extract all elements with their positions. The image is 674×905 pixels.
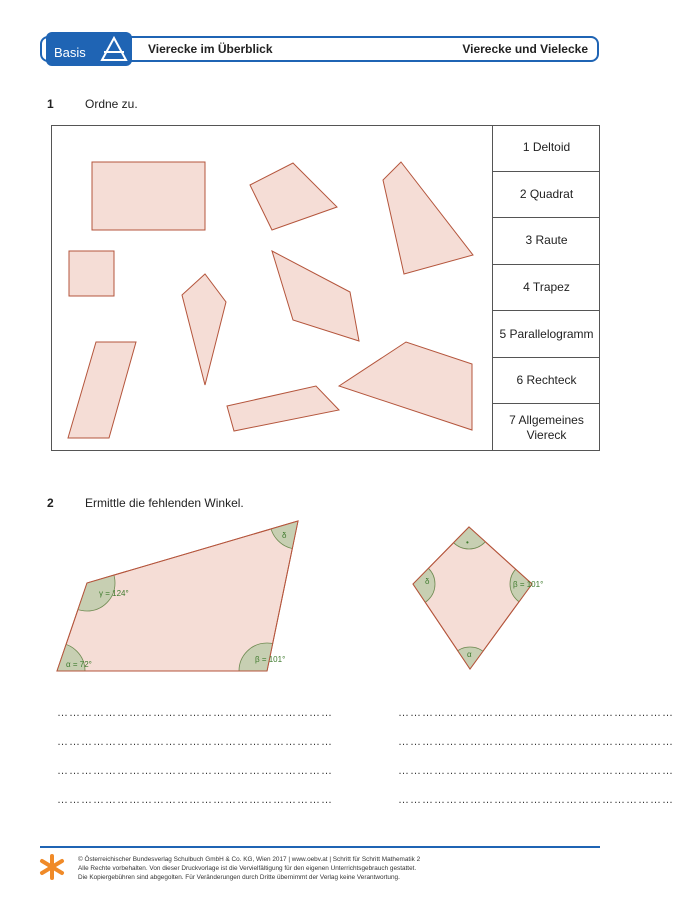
angle-beta-label: β = 101° [255, 655, 286, 664]
angle-delta-label: δ [282, 531, 287, 540]
task1-instruction: Ordne zu. [85, 97, 138, 111]
footer-line-2: Alle Rechte vorbehalten. Von dieser Druckvorlage ist die Vervielfältigung für den eigenen Unterrichtsgebrauch gestattet. [78, 865, 417, 872]
label-rechteck: 6 Rechteck [492, 358, 600, 405]
label-deltoid: 1 Deltoid [492, 125, 600, 172]
task2-instruction: Ermittle die fehlenden Winkel. [85, 496, 244, 510]
task1-number: 1 [47, 97, 54, 111]
answer-line-left-3[interactable]: …………………………………………………………… [57, 765, 333, 777]
page-title: Vierecke im Überblick [148, 42, 273, 56]
task2-number: 2 [47, 496, 54, 510]
answer-line-left-1[interactable]: …………………………………………………………… [57, 707, 333, 719]
answer-line-right-1[interactable]: …………………………………………………………… [398, 707, 674, 719]
label-trapez: 4 Trapez [492, 265, 600, 312]
kite-top-mark: • [466, 538, 469, 547]
footer-copyright [78, 855, 420, 882]
kite-beta-label: β = 101° [513, 580, 544, 589]
answer-line-right-3[interactable]: …………………………………………………………… [398, 765, 674, 777]
footer-line-3: Die Kopiergebühren sind abgegolten. Für Veränderungen durch Dritte übernimmt der Verlag keine Verantwortung. [78, 874, 400, 881]
kite-delta-label: δ [425, 577, 430, 586]
kite-alpha-label: α [467, 650, 472, 659]
angle-alpha-label: α = 72° [66, 660, 92, 669]
answer-line-left-4[interactable]: …………………………………………………………… [57, 794, 333, 806]
publisher-logo-icon [40, 853, 64, 881]
angle-gamma-label: γ = 124° [99, 589, 129, 598]
section-title: Vierecke und Vielecke [462, 42, 588, 56]
answer-line-left-2[interactable]: …………………………………………………………… [57, 736, 333, 748]
footer-divider [40, 846, 600, 848]
label-allgemeines-viereck: 7 Allgemeines Viereck [492, 404, 600, 451]
label-quadrat: 2 Quadrat [492, 172, 600, 219]
answer-line-right-2[interactable]: …………………………………………………………… [398, 736, 674, 748]
footer-line-1: © Österreichischer Bundesverlag Schulbuch GmbH & Co. KG, Wien 2017 | www.oebv.at | Schritt für Schritt Mathematik 2 [78, 856, 421, 863]
label-parallelogramm: 5 Parallelogramm [492, 311, 600, 358]
label-raute: 3 Raute [492, 218, 600, 265]
basis-label: Basis [54, 45, 86, 60]
answer-line-right-4[interactable]: …………………………………………………………… [398, 794, 674, 806]
